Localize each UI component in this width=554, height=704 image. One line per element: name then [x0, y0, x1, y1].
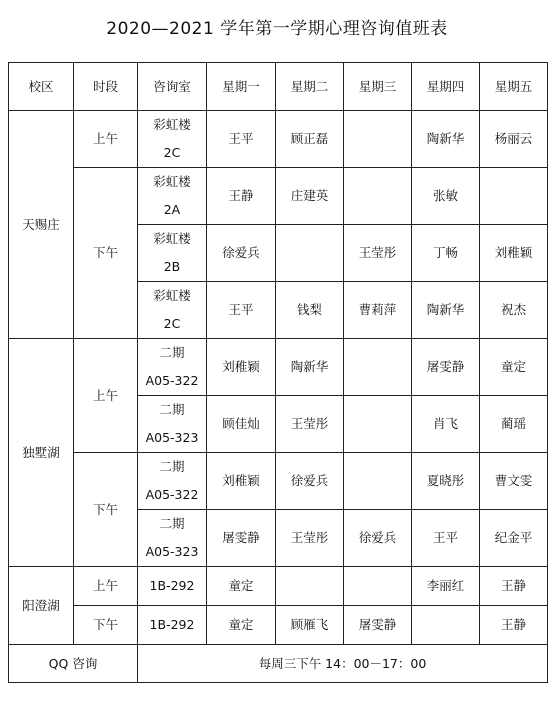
duty-cell: 顾佳灿 — [207, 396, 276, 453]
qq-label: QQ 咨询 — [9, 645, 138, 683]
duty-cell: 屠雯静 — [412, 339, 480, 396]
period-cell: 下午 — [74, 453, 138, 567]
duty-cell: 童定 — [480, 339, 548, 396]
duty-cell — [276, 567, 344, 606]
room-cell: 二期 A05-323 — [138, 510, 207, 567]
duty-cell: 陶新华 — [412, 282, 480, 339]
header-cell: 咨询室 — [138, 63, 207, 111]
duty-cell: 王静 — [207, 168, 276, 225]
duty-cell: 纪金平 — [480, 510, 548, 567]
header-cell: 星期五 — [480, 63, 548, 111]
duty-cell — [344, 453, 412, 510]
duty-cell — [344, 111, 412, 168]
duty-cell: 顾雁飞 — [276, 606, 344, 645]
header-cell: 星期三 — [344, 63, 412, 111]
header-cell: 星期四 — [412, 63, 480, 111]
period-cell: 下午 — [74, 168, 138, 339]
duty-cell: 王平 — [207, 282, 276, 339]
duty-cell: 王莹彤 — [344, 225, 412, 282]
table-row — [9, 567, 548, 606]
duty-cell — [344, 168, 412, 225]
duty-cell: 张敏 — [412, 168, 480, 225]
duty-cell: 肖飞 — [412, 396, 480, 453]
duty-cell: 曹文雯 — [480, 453, 548, 510]
table-row — [9, 645, 548, 683]
room-cell: 二期 A05-323 — [138, 396, 207, 453]
table-row — [9, 453, 548, 510]
duty-cell: 庄建英 — [276, 168, 344, 225]
duty-cell: 徐爱兵 — [344, 510, 412, 567]
header-cell: 星期二 — [276, 63, 344, 111]
period-cell: 上午 — [74, 339, 138, 453]
campus-name: 阳澄湖 — [9, 567, 74, 645]
room-cell: 彩虹楼 2C — [138, 111, 207, 168]
duty-cell: 钱梨 — [276, 282, 344, 339]
header-cell: 校区 — [9, 63, 74, 111]
duty-cell: 顾正磊 — [276, 111, 344, 168]
header-cell: 时段 — [74, 63, 138, 111]
table-row — [9, 168, 548, 225]
table-row — [9, 606, 548, 645]
room-cell: 彩虹楼 2A — [138, 168, 207, 225]
room-cell: 二期 A05-322 — [138, 339, 207, 396]
duty-cell: 童定 — [207, 606, 276, 645]
duty-cell: 李丽红 — [412, 567, 480, 606]
duty-cell — [480, 168, 548, 225]
room-cell: 1B-292 — [138, 567, 207, 606]
duty-cell: 陶新华 — [412, 111, 480, 168]
duty-cell: 屠雯静 — [344, 606, 412, 645]
duty-cell — [276, 225, 344, 282]
header-cell: 星期一 — [207, 63, 276, 111]
duty-cell: 陶新华 — [276, 339, 344, 396]
page-title: 2020—2021 学年第一学期心理咨询值班表 — [106, 19, 448, 39]
duty-cell — [344, 396, 412, 453]
room-cell: 二期 A05-322 — [138, 453, 207, 510]
duty-cell: 王平 — [412, 510, 480, 567]
table-row — [9, 339, 548, 396]
duty-cell: 王莹彤 — [276, 396, 344, 453]
room-cell: 彩虹楼 2B — [138, 225, 207, 282]
duty-cell — [344, 567, 412, 606]
duty-cell: 蔺瑶 — [480, 396, 548, 453]
period-cell: 上午 — [74, 111, 138, 168]
duty-cell: 夏晓彤 — [412, 453, 480, 510]
period-cell: 上午 — [74, 567, 138, 606]
qq-schedule: 每周三下午 14：00－17：00 — [138, 645, 548, 683]
campus-name: 独墅湖 — [9, 339, 74, 567]
duty-cell: 丁畅 — [412, 225, 480, 282]
room-cell: 1B-292 — [138, 606, 207, 645]
duty-cell: 刘稚颖 — [207, 339, 276, 396]
duty-cell: 曹莉萍 — [344, 282, 412, 339]
period-cell: 下午 — [74, 606, 138, 645]
duty-cell: 王平 — [207, 111, 276, 168]
duty-cell: 童定 — [207, 567, 276, 606]
duty-cell: 徐爱兵 — [276, 453, 344, 510]
duty-table — [8, 62, 548, 683]
duty-cell — [412, 606, 480, 645]
table-row — [9, 111, 548, 168]
duty-cell: 屠雯静 — [207, 510, 276, 567]
duty-cell: 刘稚颖 — [207, 453, 276, 510]
duty-cell: 杨丽云 — [480, 111, 548, 168]
duty-cell: 祝杰 — [480, 282, 548, 339]
duty-cell: 徐爱兵 — [207, 225, 276, 282]
duty-cell: 刘稚颖 — [480, 225, 548, 282]
duty-cell — [344, 339, 412, 396]
header-row — [9, 63, 548, 111]
duty-cell: 王静 — [480, 567, 548, 606]
room-cell: 彩虹楼 2C — [138, 282, 207, 339]
campus-name: 天赐庄 — [9, 111, 74, 339]
duty-cell: 王静 — [480, 606, 548, 645]
duty-cell: 王莹彤 — [276, 510, 344, 567]
